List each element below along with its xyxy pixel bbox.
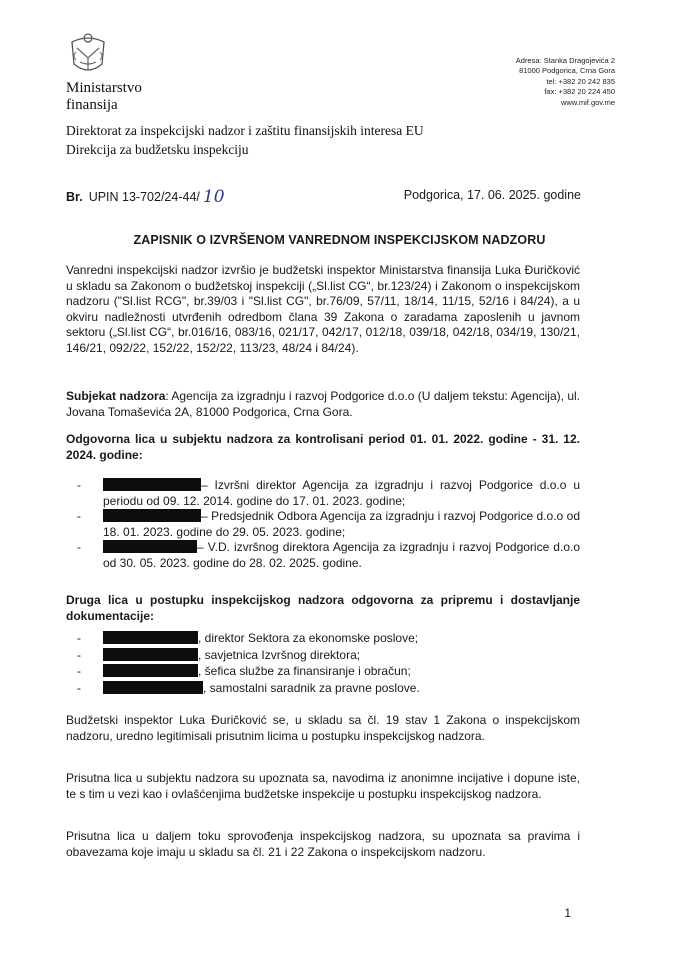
redaction-block [103,681,203,694]
document-title: ZAPISNIK O IZVRŠENOM VANREDNOM INSPEKCIJSKOM NADZORU [133,233,546,247]
directorate-name: Direktorat za inspekcijski nadzor i zaštitu finansijskih interesa EU [66,123,424,138]
redaction-block [103,509,201,522]
others-list [77,630,580,696]
other-person-role: , savjetnica Izvršnog direktora; [198,647,361,662]
coat-of-arms-icon [66,30,110,80]
responsible-text: – V.D. izvršnog direktora Agencija za izgradnju i razvoj Podgorice d.o.o od 30. 05. 2023. godine do 28. 02. 2025. godine. [103,540,580,570]
intro-paragraph: Vanredni inspekcijski nadzor izvršio je budžetski inspektor Ministarstva finansija Luka Đuričković u skladu sa Zakonom o budžetskoj inspekciji („Sl.list CG“, br.123/24) i Zakonom o inspekcijskom nadzoru ("Sl.list RCG", br.39/03 i "Sl.list CG", br.76/09, 57/11, 18/14, 11/15, 52/16 i 84/24), a u okviru nadležnosti utvrđenih odredbom člana 39 Zakona o zaradama zaposlenih u javnom sektoru („Sl.list CG“, br.016/16, 083/16, 021/17, 042/17, 012/18, 039/18, 042/18, 034/19, 130/21, 146/21, 092/22, 152/22, 152/22, 113/23, 48/24 i 84/24). [66,263,580,355]
ministry-name [66,80,142,114]
address-line: tel: +382 20 242 835 [546,76,615,86]
ministry-line-2: finansija [66,97,118,113]
others-heading: Druga lica u postupku inspekcijskog nadzora odgovorna za pripremu i dostavljanje dokumentacije: [66,593,580,623]
directorate-unit: Direkcija za budžetsku inspekciju [66,142,249,157]
notice-paragraph: Prisutna lica u subjektu nadzora su upoznata sa, navodima iz anonimne incijative i dopune iste, te s tim u vezi kao i ovlašćenjima budžetske inspekcije u postupku inspekcijskog nadzora. [66,771,580,801]
address-line: www.mif.gov.me [560,97,615,107]
redaction-block [103,478,201,491]
reference-number [66,186,225,206]
other-person-role: , samostalni saradnik za pravne poslove. [203,680,420,695]
directorate-block [66,121,424,159]
redaction-block [103,664,198,677]
subject-paragraph [66,389,580,420]
responsible-text: – Izvršni direktor Agencija za izgradnju i razvoj Podgorice d.o.o u periodu od 09. 12. 2014. godine do 17. 01. 2023. godine; [103,478,580,508]
list-item: - , samostalni saradnik za pravne poslove. [77,680,420,695]
rights-paragraph: Prisutna lica u daljem toku sprovođenja inspekcijskog nadzora, su upoznata sa pravima i obavezama koje imaju u skladu sa čl. 21 i 22 Zakona o inspekcijskom nadzoru. [66,829,580,859]
address-line: fax: +382 20 224 450 [544,87,615,97]
responsible-text: – Predsjednik Odbora Agencija za izgradnju i razvoj Podgorice d.o.o od 18. 01. 2023. godine do 29. 05. 2023. godine; [103,509,580,539]
other-person-role: , direktor Sektora za ekonomske poslove; [198,631,419,645]
list-item: - , direktor Sektora za ekonomske poslove; [77,631,419,645]
list-item: - – Predsjednik Odbora Agencija za izgradnju i razvoj Podgorice d.o.o od 18. 01. 2023. godine do 29. 05. 2023. godine; [77,509,580,539]
redaction-block [103,631,198,644]
address-line: Adresa: Stanka Dragojevića 2 [515,56,615,65]
page-number: 1 [564,906,571,920]
responsible-list [77,478,580,572]
list-item: - – Izvršni direktor Agencija za izgradnju i razvoj Podgorice d.o.o u periodu od 09. 12. 2014. godine do 17. 01. 2023. godine; [77,478,580,508]
ministry-line-1: Ministarstvo [66,80,142,96]
responsible-heading: Odgovorna lica u subjektu nadzora za kontrolisani period 01. 01. 2022. godine - 31. 12. 2024. godine: [66,432,580,462]
handwritten-number: 10 [202,187,225,207]
legitimation-paragraph: Budžetski inspektor Luka Đuričković se, u skladu sa čl. 19 stav 1 Zakona o inspekcijskom nadzoru, uredno legitimisali prisutnim licima u postupku inspekcijskog nadzora. [66,713,580,743]
list-item: - , šefica službe za finansiranje i obračun; [77,664,411,678]
list-item: - – V.D. izvršnog direktora Agencija za izgradnju i razvoj Podgorice d.o.o od 30. 05. 2023. godine do 28. 02. 2025. godine. [77,540,580,570]
subject-label: Subjekat nadzora [66,389,166,403]
reference-label: Br. [66,190,83,204]
document-date: Podgorica, 17. 06. 2025. godine [403,188,581,202]
redaction-block [103,540,197,553]
other-person-role: , šefica službe za finansiranje i obračun; [198,664,411,678]
subject-text: : Agencija za izgradnju i razvoj Podgorice d.o.o (U daljem tekstu: Agencija), ul. Jovana Tomaševića 2A, 81000 Podgorica, Crna Gora. [66,389,580,419]
redaction-block [103,648,198,661]
address-block [516,56,615,108]
list-item: - , savjetnica Izvršnog direktora; [77,647,361,662]
reference-code: UPIN 13-702/24-44/ [88,190,200,204]
address-line: 81000 Podgorica, Crna Gora [519,66,615,76]
